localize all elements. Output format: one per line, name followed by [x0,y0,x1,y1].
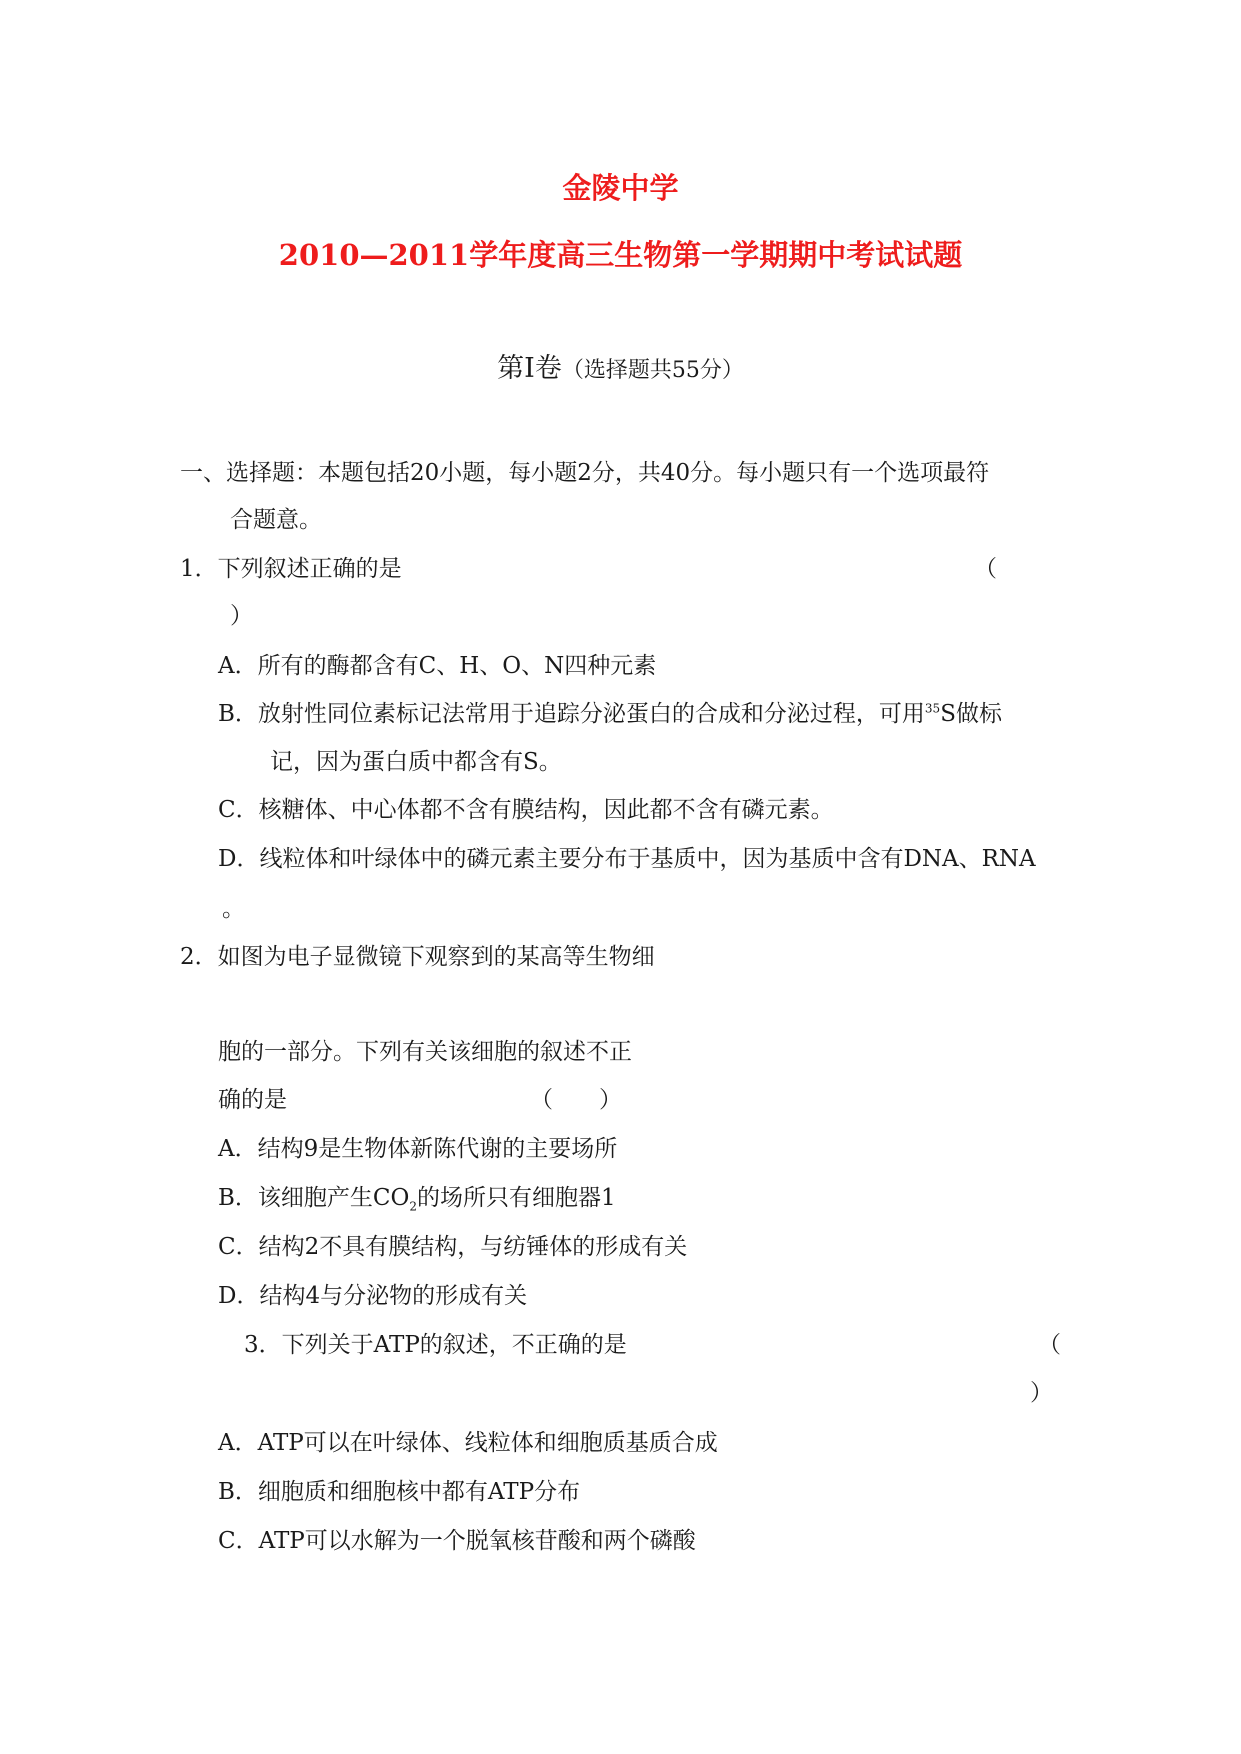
q2-stem-line-1: 2．如图为电子显微镜下观察到的某高等生物细 [180,944,655,970]
q2-stem-line-2: 胞的一部分。下列有关该细胞的叙述不正 [218,1039,632,1065]
q1-option-b-line-2: 记，因为蛋白质中都含有S。 [270,749,562,775]
q2-option-b [218,1183,616,1213]
q3-paren-close: ） [1030,1380,1053,1406]
q1-paren-close: ） [230,603,253,629]
q1-stem: 1．下列叙述正确的是 [180,556,402,582]
q1-option-b-line-1 [218,699,1002,729]
q1-option-a: A．所有的酶都含有C、H、O、N四种元素 [218,653,657,679]
q3-option-a: A．ATP可以在叶绿体、线粒体和细胞质基质合成 [218,1430,718,1456]
section-title [0,352,1241,388]
q2-option-b-text-end: 的场所只有细胞器1 [417,1185,616,1211]
instructions-line-1: 一、选择题：本题包括20小题，每小题2分，共40分。每小题只有一个选项最符 [180,460,990,486]
isotope-mass-number: 35 [924,701,941,716]
q2-answer-paren: （ ） [530,1087,622,1113]
q1-option-d-line-1: D．线粒体和叶绿体中的磷元素主要分布于基质中，因为基质中含有DNA、RNA [218,846,1036,872]
q1-option-c: C．核糖体、中心体都不含有膜结构，因此都不含有磷元素。 [218,797,834,823]
section-title-main: 第Ⅰ卷 [497,353,562,384]
q2-option-c: C．结构2不具有膜结构，与纺锤体的形成有关 [218,1234,688,1260]
school-name: 金陵中学 [562,171,679,205]
q2-option-b-text: B．该细胞产生CO [218,1185,410,1211]
q1-option-b-text: B．放射性同位素标记法常用于追踪分泌蛋白的合成和分泌过程，可用 [218,701,925,727]
q2-option-d: D．结构4与分泌物的形成有关 [218,1283,528,1309]
q3-paren-open: （ [1038,1332,1061,1358]
q3-option-c: C．ATP可以水解为一个脱氧核苷酸和两个磷酸 [218,1528,696,1554]
exam-title: 2010—2011学年度高三生物第一学期期中考试试题 [278,238,963,272]
q2-stem-line-3: 确的是 [218,1087,287,1113]
q3-option-b: B．细胞质和细胞核中都有ATP分布 [218,1479,581,1505]
q1-option-d-line-2: 。 [222,896,245,922]
q2-option-a: A．结构9是生物体新陈代谢的主要场所 [218,1136,618,1162]
instructions-line-2: 合题意。 [230,507,322,533]
section-title-note: （选择题共55分） [561,358,744,383]
q1-option-b-text-end: S做标 [940,701,1002,727]
co2-subscript: 2 [409,1199,417,1214]
q1-paren-open: （ [974,556,997,582]
q3-stem: 3．下列关于ATP的叙述，不正确的是 [244,1332,627,1358]
